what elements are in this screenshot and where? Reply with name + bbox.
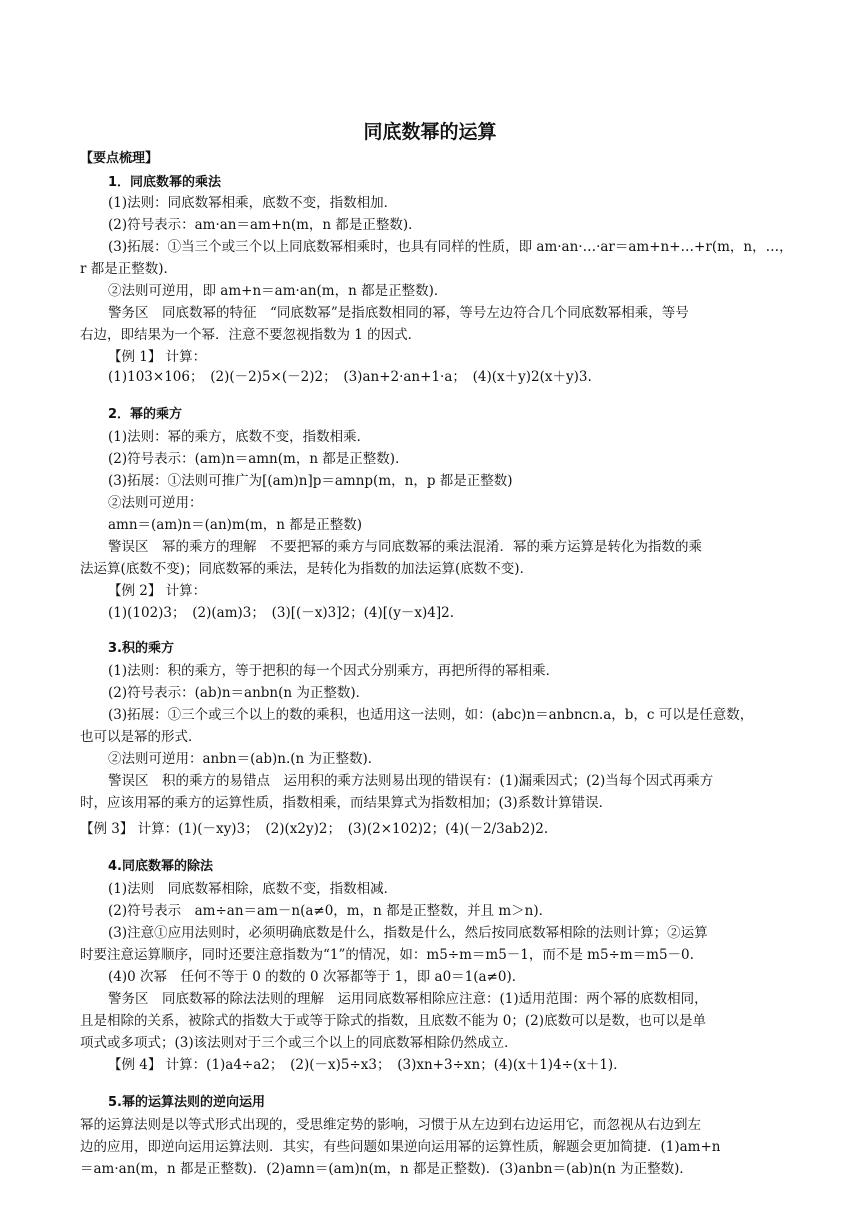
- example-label: 【例 1】 计算：: [108, 349, 207, 365]
- text-line: 法运算(底数不变)；同底数幂的乘法，是转化为指数的加法运算(底数不变)．: [80, 561, 534, 577]
- text-line: 边的应用，即逆向运用运算法则．其实，有些问题如果逆向运用幂的运算性质，解题会更加简捷．(1)am+n: [80, 1139, 721, 1155]
- text-line: 也可以是幂的形式．: [80, 729, 202, 745]
- text-line: ②法则可逆用：: [108, 495, 203, 511]
- text-line: (1)法则：幂的乘方，底数不变，指数相乘．: [108, 429, 371, 445]
- subheading-division: 4.同底数幂的除法: [108, 859, 213, 874]
- text-line: (1)法则：同底数幂相乘，底数不变，指数相加．: [108, 195, 398, 211]
- example-label: 【例 2】 计算：: [108, 583, 207, 599]
- subheading-multiplication: 1．同底数幂的乘法: [108, 175, 222, 190]
- example-problems: (1)(102)3； (2)(am)3； (3)[(－x)3]2；(4)[(y－x)4]2.: [108, 605, 454, 621]
- text-line: (2)符号表示：(am)n＝amn(m，n 都是正整数)．: [108, 451, 409, 467]
- section-heading: 【要点梳理】: [80, 151, 159, 166]
- page-title: 同底数幂的运算: [363, 121, 497, 143]
- text-line: (3)拓展：①三个或三个以上的数的乘积，也适用这一法则，如：(abc)n＝anbncn.a，b，c 可以是任意数，: [108, 707, 754, 723]
- text-line: 时要注意运算顺序，同时还要注意指数为“1”的情况，如：m5÷m＝m5－1，而不是 m5÷m＝m5－0.: [80, 947, 694, 963]
- subheading-power-of-power: 2．幂的乘方: [108, 407, 183, 422]
- example-problems: (1)103×106； (2)(－2)5×(－2)2； (3)an+2·an+1·a； (4)(x＋y)2(x＋y)3.: [108, 369, 592, 385]
- text-line: (2)符号表示 am÷an＝am－n(a≠0，m，n 都是正整数，并且 m＞n)．: [108, 903, 553, 919]
- text-line: amn＝(am)n＝(an)m(m，n 都是正整数): [108, 517, 363, 533]
- example-problems: 【例 4】 计算：(1)a4÷a2； (2)(－x)5÷x3； (3)xn+3÷xn；(4)(x＋1)4÷(x＋1)．: [108, 1057, 627, 1073]
- text-line: 幂的运算法则是以等式形式出现的，受思维定势的影响，习惯于从左边到右边运用它，而忽视从右边到左: [80, 1117, 701, 1133]
- example-problems: 【例 3】 计算：(1)(－xy)3； (2)(x2y)2； (3)(2×102)2；(4)(－2/3ab2)2.: [80, 821, 549, 837]
- text-line: (1)法则：积的乘方，等于把积的每一个因式分别乘方，再把所得的幂相乘．: [108, 663, 560, 679]
- text-line: 且是相除的关系，被除式的指数大于或等于除式的指数，且底数不能为 0；(2)底数可以是数，也可以是单: [80, 1013, 707, 1029]
- warning-note: 警误区 幂的乘方的理解 不要把幂的乘方与同底数幂的乘法混淆．幂的乘方运算是转化为指数的乘: [108, 539, 702, 555]
- warning-note: 警务区 同底数幂的特征 “同底数幂”是指底数相同的幂，等号左边符合几个同底数幂相乘，等号: [108, 305, 689, 321]
- text-line: (3)注意①应用法则时，必须明确底数是什么，指数是什么，然后按同底数幂相除的法则计算；②运算: [108, 925, 708, 941]
- warning-note: 警务区 同底数幂的除法法则的理解 运用同底数幂相除应注意：(1)适用范围：两个幂的底数相同，: [108, 991, 708, 1007]
- text-line: ＝am·an(m，n 都是正整数)．(2)amn＝(am)n(m，n 都是正整数)．(3)anbn＝(ab)n(n 为正整数)．: [80, 1161, 693, 1177]
- text-line: (3)拓展：①当三个或三个以上同底数幂相乘时，也具有同样的性质，即 am·an·…·ar＝am+n+…+r(m，n，…，: [108, 239, 793, 255]
- text-line: (2)符号表示：(ab)n＝anbn(n 为正整数)．: [108, 685, 370, 701]
- text-line: (3)拓展：①法则可推广为[(am)n]p＝amnp(m，n，p 都是正整数): [108, 473, 513, 489]
- text-line: (2)符号表示：am·an＝am+n(m，n 都是正整数)．: [108, 217, 422, 233]
- text-line: 右边，即结果为一个幂．注意不要忽视指数为 1 的因式．: [80, 327, 422, 343]
- text-line: 时，应该用幂的乘方的运算性质，指数相乘，而结果算式为指数相加；(3)系数计算错误．: [80, 795, 613, 811]
- subheading-power-of-product: 3.积的乘方: [108, 641, 174, 656]
- text-line: r 都是正整数)．: [80, 261, 178, 277]
- text-line: 项式或多项式；(3)该法则对于三个或三个以上的同底数幂相除仍然成立．: [80, 1035, 518, 1051]
- warning-note: 警误区 积的乘方的易错点 运用积的乘方法则易出现的错误有：(1)漏乘因式；(2)当每个因式再乘方: [108, 773, 714, 789]
- text-line: (4)0 次幂 任何不等于 0 的数的 0 次幂都等于 1，即 a0＝1(a≠0)．: [108, 969, 526, 985]
- subheading-inverse-use: 5.幂的运算法则的逆向运用: [108, 1095, 265, 1110]
- text-line: ②法则可逆用：anbn＝(ab)n.(n 为正整数)．: [108, 751, 382, 767]
- text-line: ②法则可逆用，即 am+n＝am·an(m，n 都是正整数)．: [108, 283, 448, 299]
- text-line: (1)法则 同底数幂相除，底数不变，指数相减．: [108, 881, 398, 897]
